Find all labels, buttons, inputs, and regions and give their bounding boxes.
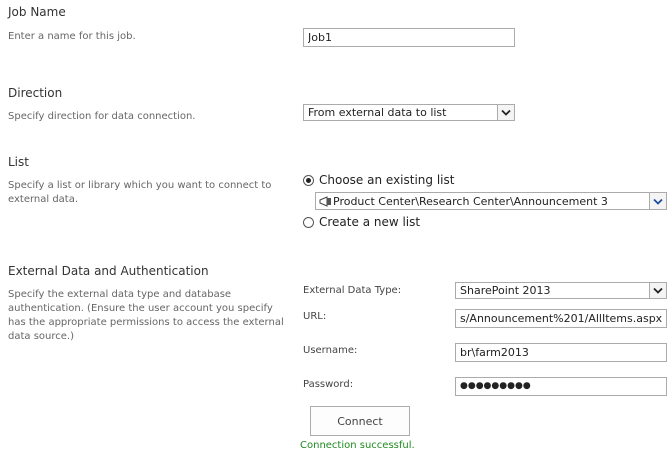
- radio-new-list[interactable]: [303, 217, 314, 228]
- existing-list-selected-value: Product Center\Research Center\Announcement 3: [333, 195, 608, 208]
- external-type-selected-value: SharePoint 2013: [460, 284, 551, 297]
- job-name-input[interactable]: [303, 28, 515, 47]
- external-title: External Data and Authentication: [8, 264, 209, 278]
- radio-existing-list[interactable]: [303, 175, 314, 186]
- direction-title: Direction: [8, 86, 63, 100]
- list-title: List: [8, 155, 29, 169]
- existing-list-label: Choose an existing list: [319, 173, 455, 187]
- chevron-down-icon[interactable]: [497, 105, 514, 120]
- direction-description: Specify direction for data connection.: [8, 111, 196, 122]
- chevron-down-icon[interactable]: [649, 283, 666, 298]
- external-type-label: External Data Type:: [303, 285, 402, 296]
- url-input[interactable]: [455, 309, 667, 328]
- list-description: Specify a list or library which you want to connect to external data.: [8, 180, 272, 205]
- password-label: Password:: [303, 379, 354, 390]
- username-input[interactable]: [455, 343, 667, 362]
- password-input[interactable]: ●●●●●●●●●: [455, 377, 667, 396]
- existing-list-select[interactable]: [315, 192, 667, 210]
- chevron-down-icon[interactable]: [649, 193, 666, 209]
- direction-select[interactable]: [303, 104, 515, 121]
- url-label: URL:: [303, 311, 327, 322]
- announcement-list-icon: [319, 196, 333, 207]
- job-name-description: Enter a name for this job.: [8, 31, 136, 42]
- connect-button[interactable]: Connect: [310, 406, 410, 436]
- direction-selected-value: From external data to list: [308, 106, 447, 119]
- external-type-select[interactable]: [455, 282, 667, 299]
- new-list-label: Create a new list: [319, 215, 421, 229]
- job-name-title: Job Name: [8, 5, 66, 19]
- external-description: Specify the external data type and database authentication. (Ensure the user account you specify has the appropriate permissions to access the external data source.): [8, 289, 284, 342]
- connection-status: Connection successful.: [300, 440, 415, 451]
- username-label: Username:: [303, 345, 358, 356]
